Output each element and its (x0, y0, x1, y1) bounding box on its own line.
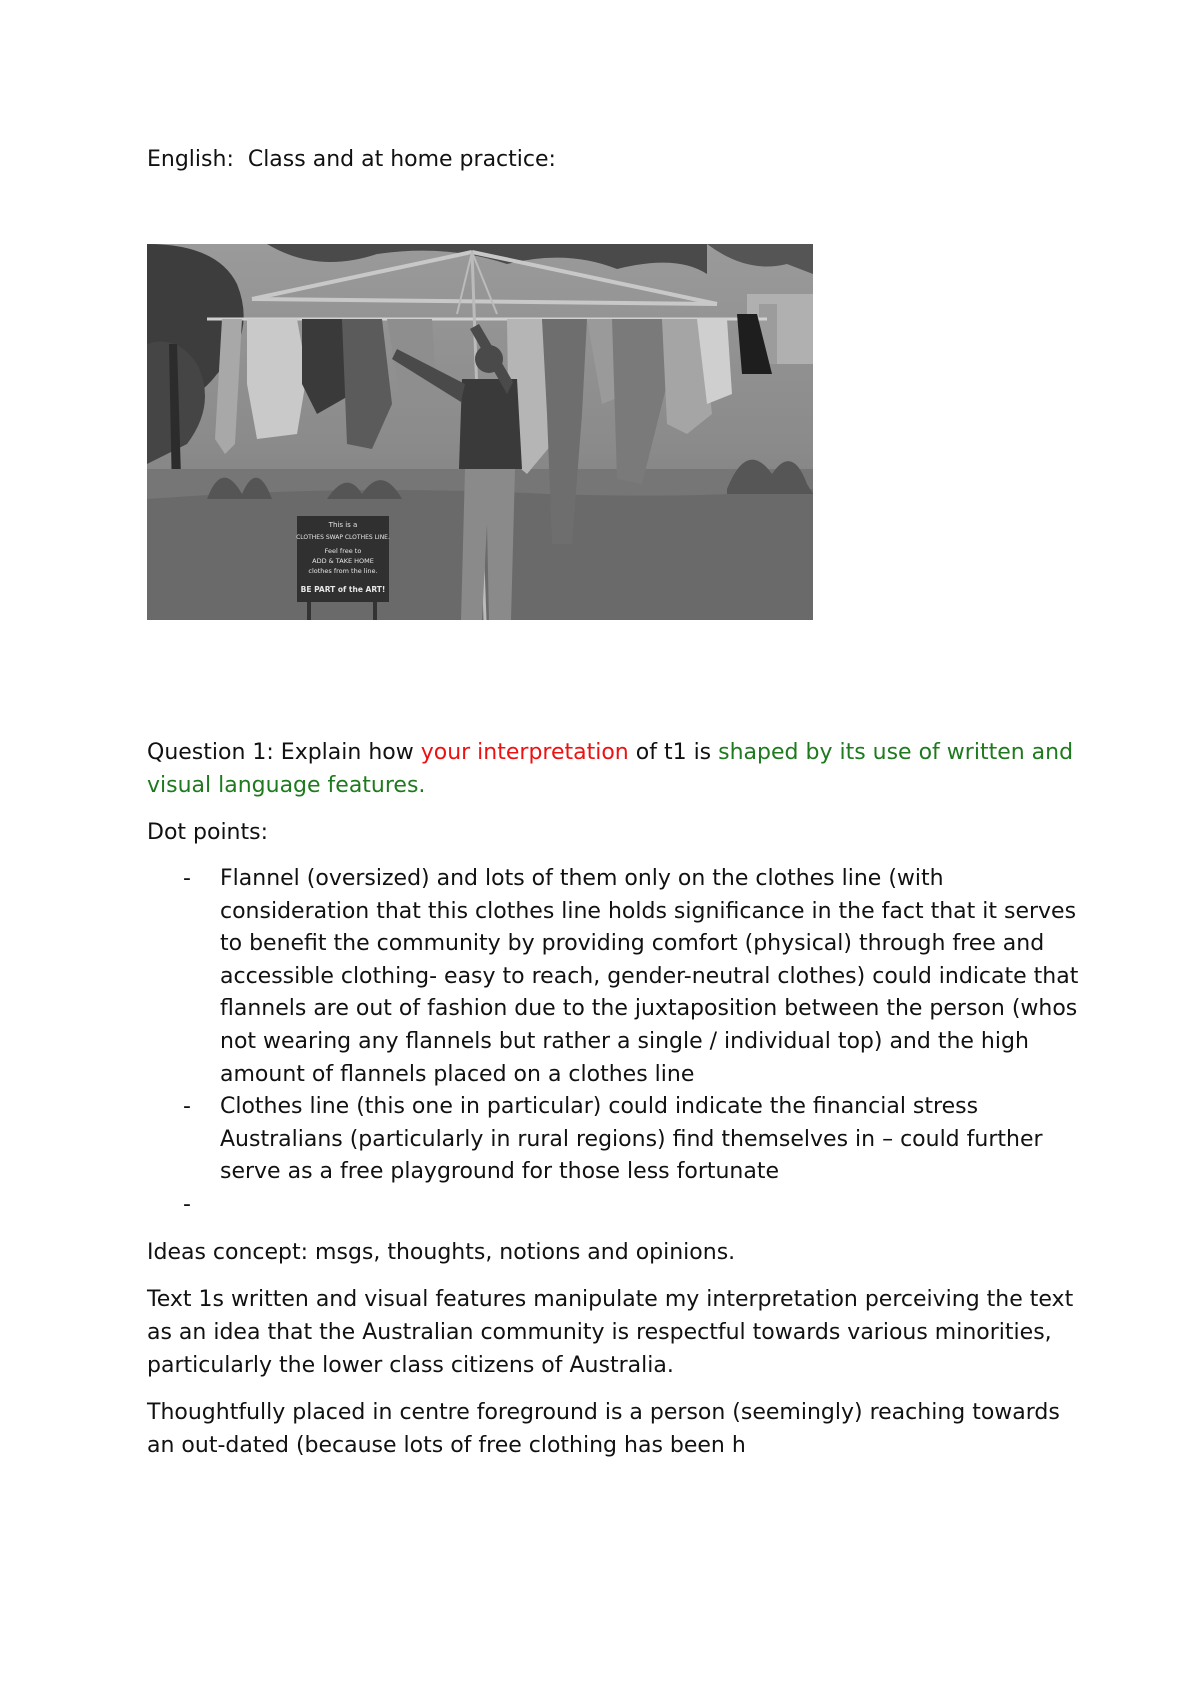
question-prefix: Question 1: Explain how (147, 740, 421, 765)
clothesline-photo (147, 244, 813, 620)
bullet-dash: - (183, 866, 191, 891)
sign-line: BE PART of the ART! (300, 585, 386, 594)
bullet-item (147, 1189, 1087, 1222)
question-highlight-red: your interpretation (420, 740, 629, 765)
paragraph-1: Text 1s written and visual features manipulate my interpretation perceiving the text as an idea that the Australian community is respectful towards various minorities, particularly the lower class citizens of Australia. (147, 1286, 1074, 1378)
bullet-text (220, 1192, 227, 1217)
sign-line: ADD & TAKE HOME (312, 557, 374, 565)
ideas-line: Ideas concept: msgs, thoughts, notions and opinions. (147, 1239, 736, 1265)
bullet-text: Clothes line (this one in particular) could indicate the financial stress Australians (particularly in rural regions) find themselves in – could further serve as a free playground for those less fortunate (220, 1094, 1043, 1185)
bullet-text: Flannel (oversized) and lots of them only on the clothes line (with consideration that this clothes line holds significance in the fact that it serves to benefit the community by providing comfort (physical) through free and accessible clothing- easy to reach, gender-neutral clothes) could indicate that flannels are out of fashion due to the juxtaposition between the person (whos not wearing any flannels but rather a single / individual top) and the high amount of flannels placed on a clothes line (220, 866, 1079, 1087)
question-middle: of t1 is (628, 740, 719, 765)
bullet-dash: - (183, 1191, 191, 1217)
sign-line: clothes from the line. (308, 567, 378, 575)
dot-points-label: Dot points: (147, 820, 268, 845)
question-1 (147, 736, 1087, 802)
bullet-item (147, 863, 1087, 1091)
bullet-list (147, 863, 1087, 1222)
question-highlight-green: shaped by its use of written and visual language features. (147, 740, 1074, 798)
document-body (147, 736, 1087, 1476)
sign-line: This is a (328, 521, 358, 529)
sign-line: CLOTHES SWAP CLOTHES LINE. (296, 534, 390, 541)
bullet-item (147, 1091, 1087, 1189)
page-heading: English: Class and at home practice: (147, 147, 556, 172)
bullet-dash: - (183, 1094, 191, 1120)
paragraph-2: Thoughtfully placed in centre foreground is a person (seemingly) reaching towards an out-dated (because lots of free clothing has been h (147, 1399, 1060, 1458)
sign-line: Feel free to (324, 547, 362, 555)
